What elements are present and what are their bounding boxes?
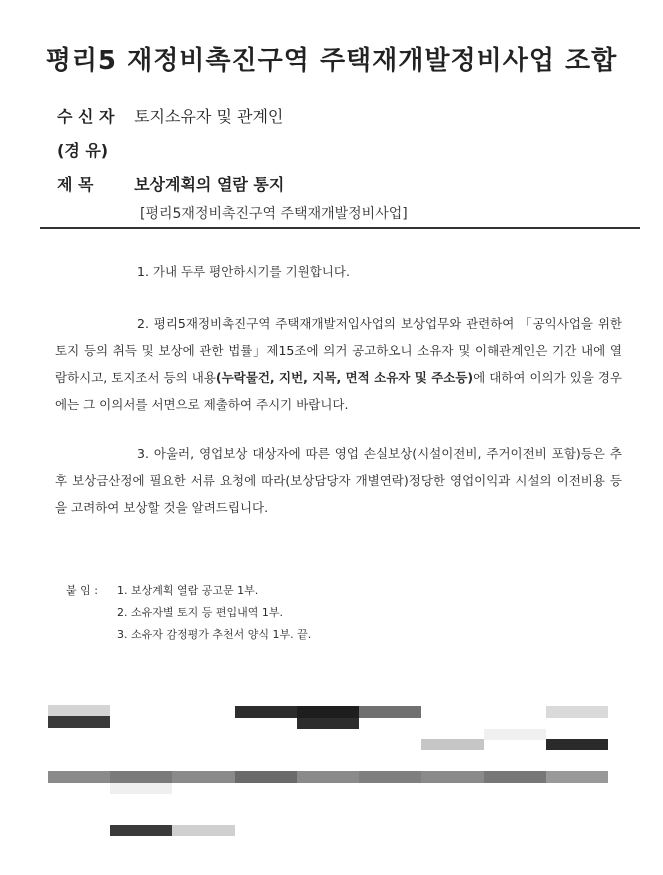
redaction-block [484, 729, 546, 740]
via-field [57, 138, 129, 161]
redaction-block [235, 771, 297, 783]
redaction-block [546, 706, 608, 718]
redaction-block [297, 706, 359, 718]
via-label: (경 유) [57, 141, 109, 160]
attachment-item-3: 3. 소유자 감정평가 추천서 양식 1부. 끝. [117, 628, 312, 641]
paragraph-2-part-c: 에 대하여 이의가 있을 경우에는 그 이의서를 서면으로 제출하여 주시기 바랍니다. [55, 370, 622, 412]
paragraph-2-part-a: 2. 평리5재정비촉진구역 주택재개발저입사업의 보상업무와 관련하여 「공익사업을 위한 토지 등의 취득 및 보상에 관한 법률」제15조에 의거 공고하오니 소유자 및 이해관계인은 기간 내에 열람하시고, 토지조서 등의 내용 [55, 316, 622, 385]
header-divider [40, 227, 640, 229]
document-title: 평리5 재정비촉진구역 주택재개발정비사업 조합 [45, 46, 618, 76]
paragraph-1: 1. 가내 두루 평안하시기를 기원합니다. [137, 264, 350, 279]
redaction-block [421, 739, 484, 750]
attachments-label: 붙 임 : [66, 584, 98, 597]
paragraph-2-emphasis: (누락물건, 지번, 지목, 면적 소유자 및 주소등) [215, 370, 474, 385]
redaction-block [546, 771, 608, 783]
redaction-block [48, 705, 110, 716]
recipient-value: 토지소유자 및 관계인 [134, 107, 284, 126]
redaction-block [110, 783, 172, 794]
subject-value: 보상계획의 열람 통지 [134, 175, 285, 194]
redaction-block [359, 771, 421, 783]
redaction-block [48, 716, 110, 728]
redaction-block [484, 771, 546, 783]
attachment-item-2: 2. 소유자별 토지 등 편입내역 1부. [117, 606, 283, 619]
redaction-block [235, 706, 297, 718]
redaction-block [110, 825, 172, 836]
recipient-field [57, 104, 283, 127]
attachments-section [66, 580, 311, 646]
subject-subtitle: [평리5재정비촉진구역 주택재개발정비사업] [140, 206, 408, 222]
paragraph-2 [55, 310, 622, 418]
redaction-block [110, 771, 172, 783]
redaction-block [172, 825, 235, 836]
recipient-label: 수 신 자 [57, 107, 115, 126]
attachment-item-1: 1. 보상계획 열람 공고문 1부. [117, 584, 259, 597]
redaction-block [297, 718, 359, 729]
subject-field [57, 172, 284, 195]
redaction-block [546, 739, 608, 750]
redaction-block [359, 706, 421, 718]
subject-label: 제 목 [57, 175, 94, 194]
paragraph-3: 3. 아울러, 영업보상 대상자에 따른 영업 손실보상(시설이전비, 주거이전비 포함)등은 추후 보상금산정에 필요한 서류 요청에 따라(보상담당자 개별연락)정당한 영업이익과 시설의 이전비용 등을 고려하여 보상할 것을 알려드립니다. [55, 446, 622, 515]
